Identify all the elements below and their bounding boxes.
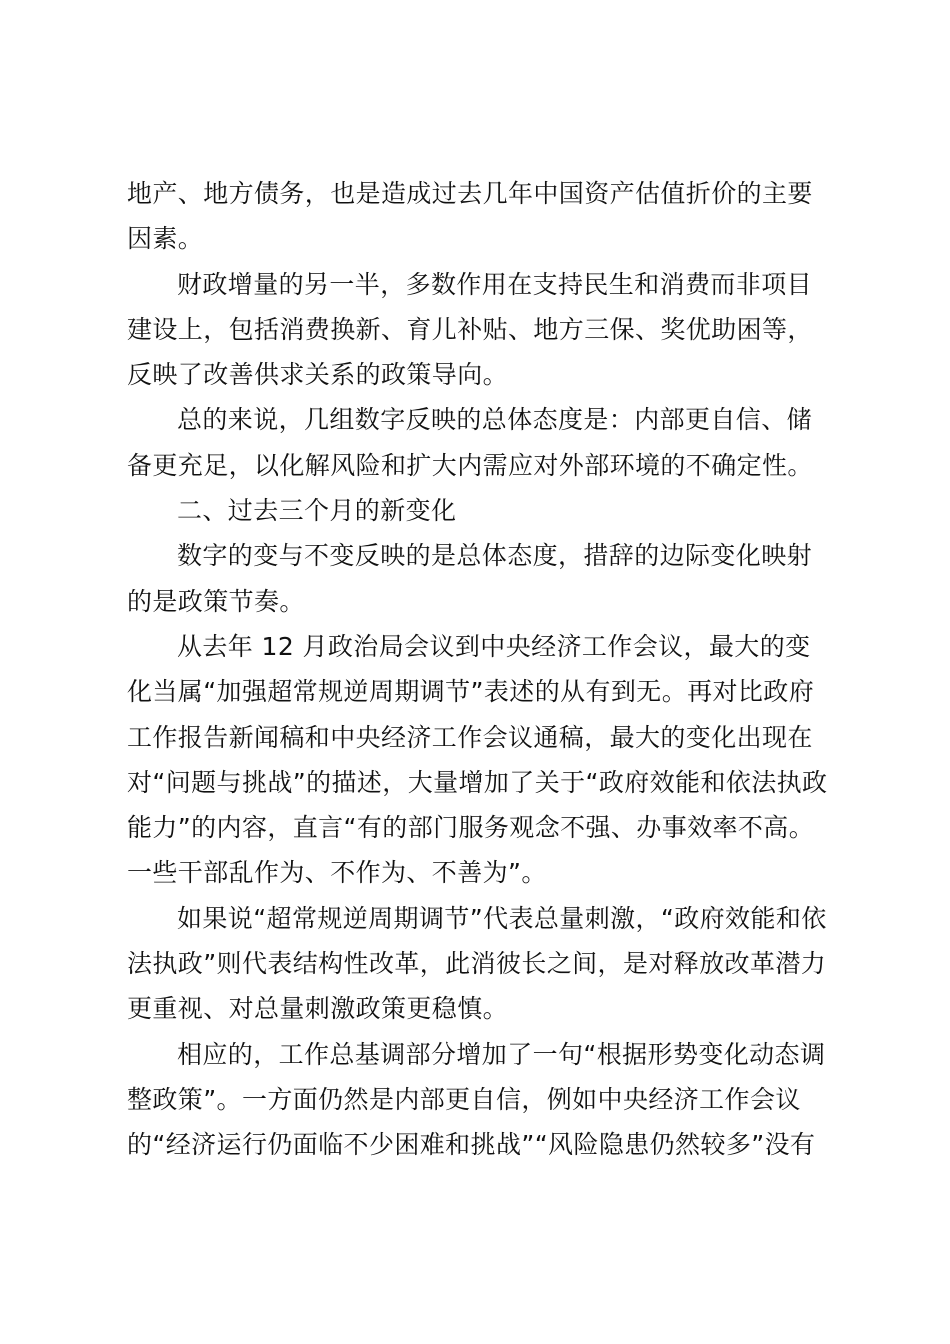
text-line: 法执政”则代表结构性改革，此消彼长之间，是对释放改革潜力 [127, 949, 827, 979]
paragraph-first-line: 相应的，工作总基调部分增加了一句“根据形势变化动态调 [177, 1039, 826, 1069]
text-line: 能力”的内容，直言“有的部门服务观念不强、办事效率不高。 [127, 813, 815, 843]
text-line: 一些干部乱作为、不作为、不善为”。 [127, 858, 547, 888]
text-line: 工作报告新闻稿和中央经济工作会议通稿，最大的变化出现在 [127, 722, 813, 752]
paragraph-first-line: 数字的变与不变反映的是总体态度，措辞的边际变化映射 [177, 541, 813, 571]
text-line: 因素。 [127, 224, 204, 254]
text-line: 的是政策节奏。 [127, 586, 305, 616]
text-line: 更重视、对总量刺激政策更稳慎。 [127, 994, 509, 1024]
text-line: 地产、地方债务，也是造成过去几年中国资产估值折价的主要 [127, 179, 813, 208]
paragraph-first-line: 如果说“超常规逆周期调节”代表总量刺激，“政府效能和依 [177, 903, 827, 933]
text-line: 建设上，包括消费换新、育儿补贴、地方三保、奖优助困等， [127, 314, 813, 344]
text-line: 反映了改善供求关系的政策导向。 [127, 360, 509, 390]
text-line: 备更充足，以化解风险和扩大内需应对外部环境的不确定性。 [127, 450, 813, 480]
paragraph-first-line: 总的来说，几组数字反映的总体态度是：内部更自信、储 [177, 405, 813, 435]
paragraph-first-line: 财政增量的另一半，多数作用在支持民生和消费而非项目 [177, 269, 813, 299]
paragraph-first-line: 二、过去三个月的新变化 [177, 496, 457, 526]
text-line: 的“经济运行仍面临不少困难和挑战”“风险隐患仍然较多”没有 [127, 1130, 816, 1160]
paragraph-first-line: 从去年 12 月政治局会议到中央经济工作会议，最大的变 [177, 631, 811, 661]
text-line: 化当属“加强超常规逆周期调节”表述的从有到无。再对比政府 [127, 677, 815, 707]
text-line: 对“问题与挑战”的描述，大量增加了关于“政府效能和依法执政 [127, 767, 828, 797]
text-line: 整政策”。一方面仍然是内部更自信，例如中央经济工作会议 [127, 1084, 801, 1114]
document-body-text [127, 171, 827, 1168]
